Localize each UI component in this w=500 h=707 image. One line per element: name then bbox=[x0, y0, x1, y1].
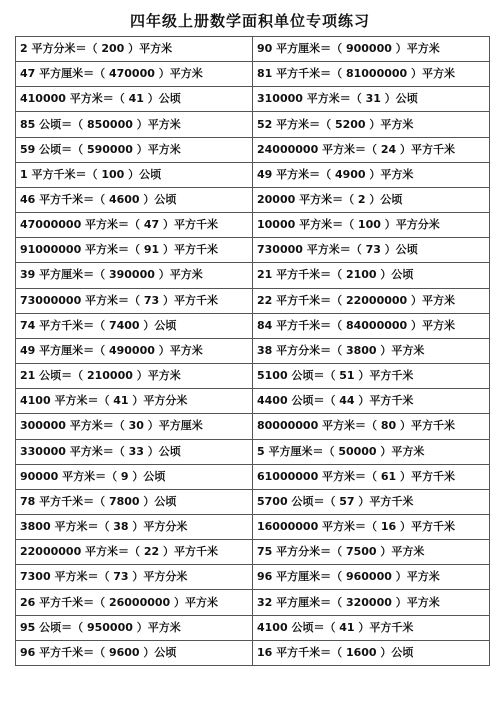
table-row bbox=[16, 590, 490, 615]
exercise-left: 73000000 平方米＝（ 73 ）平方千米 bbox=[16, 288, 253, 313]
exercise-left: 74 平方千米＝（ 7400 ）公顷 bbox=[16, 313, 253, 338]
exercise-right: 84 平方千米＝（ 84000000 ）平方米 bbox=[253, 313, 490, 338]
table-row bbox=[16, 37, 490, 62]
table-row bbox=[16, 514, 490, 539]
exercise-right: 4100 公顷＝（ 41 ）平方千米 bbox=[253, 615, 490, 640]
table-row bbox=[16, 338, 490, 363]
exercise-right: 80000000 平方米＝（ 80 ）平方千米 bbox=[253, 414, 490, 439]
table-row bbox=[16, 162, 490, 187]
table-row bbox=[16, 439, 490, 464]
table-row bbox=[16, 640, 490, 665]
exercise-left: 95 公顷＝（ 950000 ）平方米 bbox=[16, 615, 253, 640]
table-row bbox=[16, 62, 490, 87]
exercise-right: 75 平方分米＝（ 7500 ）平方米 bbox=[253, 540, 490, 565]
exercise-right: 38 平方分米＝（ 3800 ）平方米 bbox=[253, 338, 490, 363]
table-row bbox=[16, 87, 490, 112]
table-row bbox=[16, 137, 490, 162]
exercise-left: 21 公顷＝（ 210000 ）平方米 bbox=[16, 364, 253, 389]
exercise-left: 410000 平方米＝（ 41 ）公顷 bbox=[16, 87, 253, 112]
exercise-rows bbox=[16, 37, 490, 666]
exercise-table bbox=[15, 36, 490, 666]
table-row bbox=[16, 213, 490, 238]
exercise-left: 330000 平方米＝（ 33 ）公顷 bbox=[16, 439, 253, 464]
exercise-right: 5700 公顷＝（ 57 ）平方千米 bbox=[253, 489, 490, 514]
table-row bbox=[16, 364, 490, 389]
exercise-right: 16 平方千米＝（ 1600 ）公顷 bbox=[253, 640, 490, 665]
table-row bbox=[16, 615, 490, 640]
exercise-right: 22 平方千米＝（ 22000000 ）平方米 bbox=[253, 288, 490, 313]
exercise-right: 32 平方厘米＝（ 320000 ）平方米 bbox=[253, 590, 490, 615]
exercise-right: 5 平方厘米＝（ 50000 ）平方米 bbox=[253, 439, 490, 464]
exercise-left: 3800 平方米＝（ 38 ）平方分米 bbox=[16, 514, 253, 539]
exercise-right: 16000000 平方米＝（ 16 ）平方千米 bbox=[253, 514, 490, 539]
exercise-left: 59 公顷＝（ 590000 ）平方米 bbox=[16, 137, 253, 162]
exercise-left: 7300 平方米＝（ 73 ）平方分米 bbox=[16, 565, 253, 590]
exercise-right: 21 平方千米＝（ 2100 ）公顷 bbox=[253, 263, 490, 288]
table-row bbox=[16, 565, 490, 590]
exercise-left: 22000000 平方米＝（ 22 ）平方千米 bbox=[16, 540, 253, 565]
exercise-left: 26 平方千米＝（ 26000000 ）平方米 bbox=[16, 590, 253, 615]
table-row bbox=[16, 464, 490, 489]
exercise-right: 4400 公顷＝（ 44 ）平方千米 bbox=[253, 389, 490, 414]
exercise-right: 20000 平方米＝（ 2 ）公顷 bbox=[253, 187, 490, 212]
exercise-right: 61000000 平方米＝（ 61 ）平方千米 bbox=[253, 464, 490, 489]
exercise-right: 49 平方米＝（ 4900 ）平方米 bbox=[253, 162, 490, 187]
exercise-left: 46 平方千米＝（ 4600 ）公顷 bbox=[16, 187, 253, 212]
table-row bbox=[16, 414, 490, 439]
exercise-left: 49 平方厘米＝（ 490000 ）平方米 bbox=[16, 338, 253, 363]
table-row bbox=[16, 489, 490, 514]
page-title: 四年级上册数学面积单位专项练习 bbox=[129, 12, 370, 30]
exercise-right: 90 平方厘米＝（ 900000 ）平方米 bbox=[253, 37, 490, 62]
exercise-left: 96 平方千米＝（ 9600 ）公顷 bbox=[16, 640, 253, 665]
exercise-right: 81 平方千米＝（ 81000000 ）平方米 bbox=[253, 62, 490, 87]
exercise-left: 2 平方分米＝（ 200 ）平方米 bbox=[16, 37, 253, 62]
table-row bbox=[16, 540, 490, 565]
exercise-left: 78 平方千米＝（ 7800 ）公顷 bbox=[16, 489, 253, 514]
exercise-left: 85 公顷＝（ 850000 ）平方米 bbox=[16, 112, 253, 137]
table-row bbox=[16, 263, 490, 288]
exercise-right: 10000 平方米＝（ 100 ）平方分米 bbox=[253, 213, 490, 238]
exercise-right: 52 平方米＝（ 5200 ）平方米 bbox=[253, 112, 490, 137]
exercise-left: 90000 平方米＝（ 9 ）公顷 bbox=[16, 464, 253, 489]
exercise-left: 39 平方厘米＝（ 390000 ）平方米 bbox=[16, 263, 253, 288]
table-row bbox=[16, 288, 490, 313]
exercise-left: 91000000 平方米＝（ 91 ）平方千米 bbox=[16, 238, 253, 263]
table-row bbox=[16, 112, 490, 137]
exercise-left: 300000 平方米＝（ 30 ）平方厘米 bbox=[16, 414, 253, 439]
table-row bbox=[16, 238, 490, 263]
exercise-right: 96 平方厘米＝（ 960000 ）平方米 bbox=[253, 565, 490, 590]
exercise-left: 47000000 平方米＝（ 47 ）平方千米 bbox=[16, 213, 253, 238]
exercise-right: 5100 公顷＝（ 51 ）平方千米 bbox=[253, 364, 490, 389]
exercise-right: 310000 平方米＝（ 31 ）公顷 bbox=[253, 87, 490, 112]
table-row bbox=[16, 313, 490, 338]
table-row bbox=[16, 389, 490, 414]
table-row bbox=[16, 187, 490, 212]
exercise-left: 1 平方千米＝（ 100 ）公顷 bbox=[16, 162, 253, 187]
exercise-right: 24000000 平方米＝（ 24 ）平方千米 bbox=[253, 137, 490, 162]
exercise-left: 4100 平方米＝（ 41 ）平方分米 bbox=[16, 389, 253, 414]
exercise-left: 47 平方厘米＝（ 470000 ）平方米 bbox=[16, 62, 253, 87]
exercise-right: 730000 平方米＝（ 73 ）公顷 bbox=[253, 238, 490, 263]
